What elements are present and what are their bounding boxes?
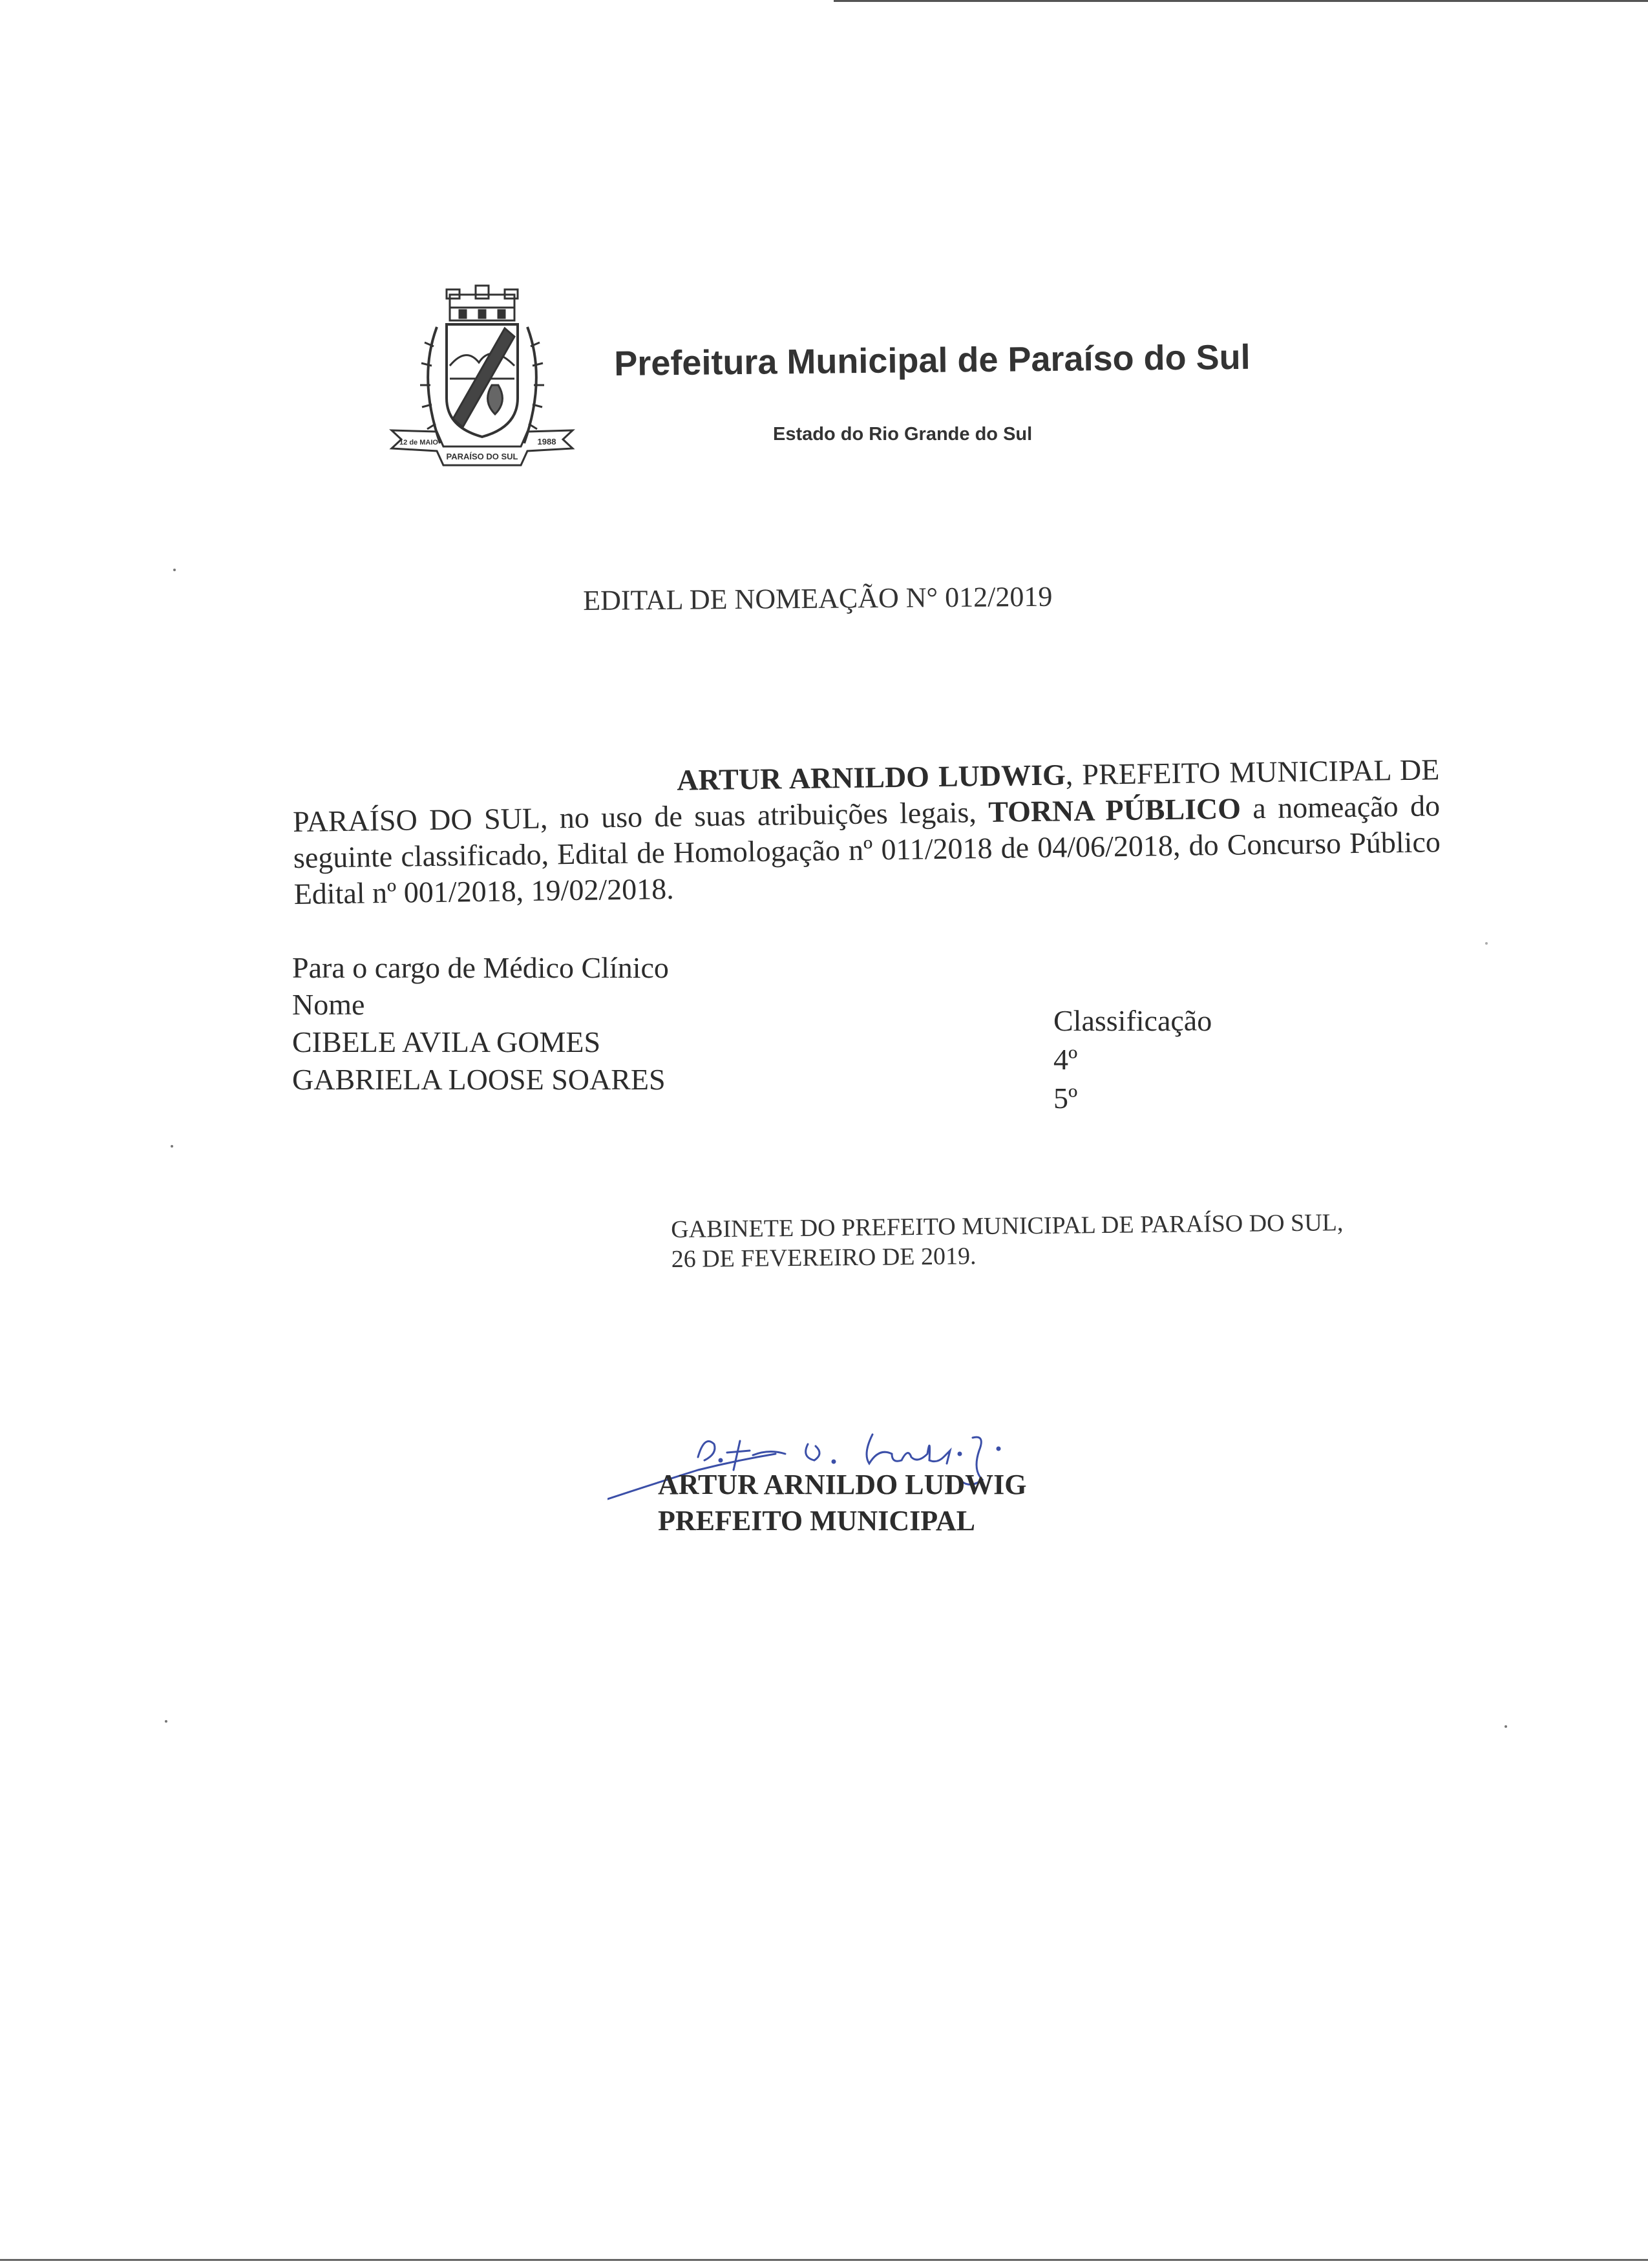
scan-speck <box>1485 942 1488 945</box>
scan-speck <box>173 569 176 571</box>
table-row-name: CIBELE AVILA GOMES <box>292 1025 601 1058</box>
table-row-rank: 5º <box>1053 1082 1078 1115</box>
closing-block <box>671 1208 1344 1274</box>
municipal-coat-of-arms-icon <box>385 282 579 476</box>
signatory-role: PREFEITO MUNICIPAL <box>658 1505 975 1537</box>
mayor-name: ARTUR ARNILDO LUDWIG <box>676 758 1066 797</box>
body-text-2: a nomeação do seguinte classificado, Edital de Homologação nº 011/2018 de 04/06/2018, do Concurso Público Edital nº 001/2018, 19/02/2018. <box>293 789 1441 910</box>
svg-text:PARAÍSO DO SUL: PARAÍSO DO SUL <box>446 452 518 461</box>
scan-speck <box>1505 1725 1507 1728</box>
state-subtitle: Estado do Rio Grande do Sul <box>773 424 1033 445</box>
column-header-rank: Classificação <box>1053 1004 1212 1037</box>
municipality-title: Prefeitura Municipal de Paraíso do Sul <box>614 337 1251 383</box>
body-paragraph <box>292 751 1441 912</box>
closing-line-1: GABINETE DO PREFEITO MUNICIPAL DE PARAÍSO DO SUL, <box>671 1209 1344 1243</box>
scan-edge-top <box>834 0 1648 2</box>
rank-column <box>1053 1002 1212 1118</box>
svg-text:12 de MAIO: 12 de MAIO <box>399 439 438 446</box>
cargo-line: Para o cargo de Médico Clínico <box>292 951 669 984</box>
name-column <box>292 986 666 1098</box>
table-row-rank: 4º <box>1053 1043 1078 1076</box>
signatory-block <box>658 1467 1027 1539</box>
document-title: EDITAL DE NOMEAÇÃO N° 012/2019 <box>583 580 1053 616</box>
column-header-name: Nome <box>292 988 365 1021</box>
signatory-name: ARTUR ARNILDO LUDWIG <box>658 1469 1027 1500</box>
scan-speck <box>171 1145 173 1148</box>
closing-date: 26 DE FEVEREIRO DE 2019. <box>671 1243 977 1273</box>
torna-publico: TORNA PÚBLICO <box>988 792 1241 828</box>
body-text-1: , PREFEITO MUNICIPAL DE PARAÍSO DO SUL, no uso de suas atribuições legais, <box>292 753 1440 838</box>
table-row-name: GABRIELA LOOSE SOARES <box>292 1063 666 1096</box>
svg-text:1988: 1988 <box>537 437 556 446</box>
scan-speck <box>165 1720 167 1723</box>
scan-edge-bottom <box>0 2259 1648 2261</box>
